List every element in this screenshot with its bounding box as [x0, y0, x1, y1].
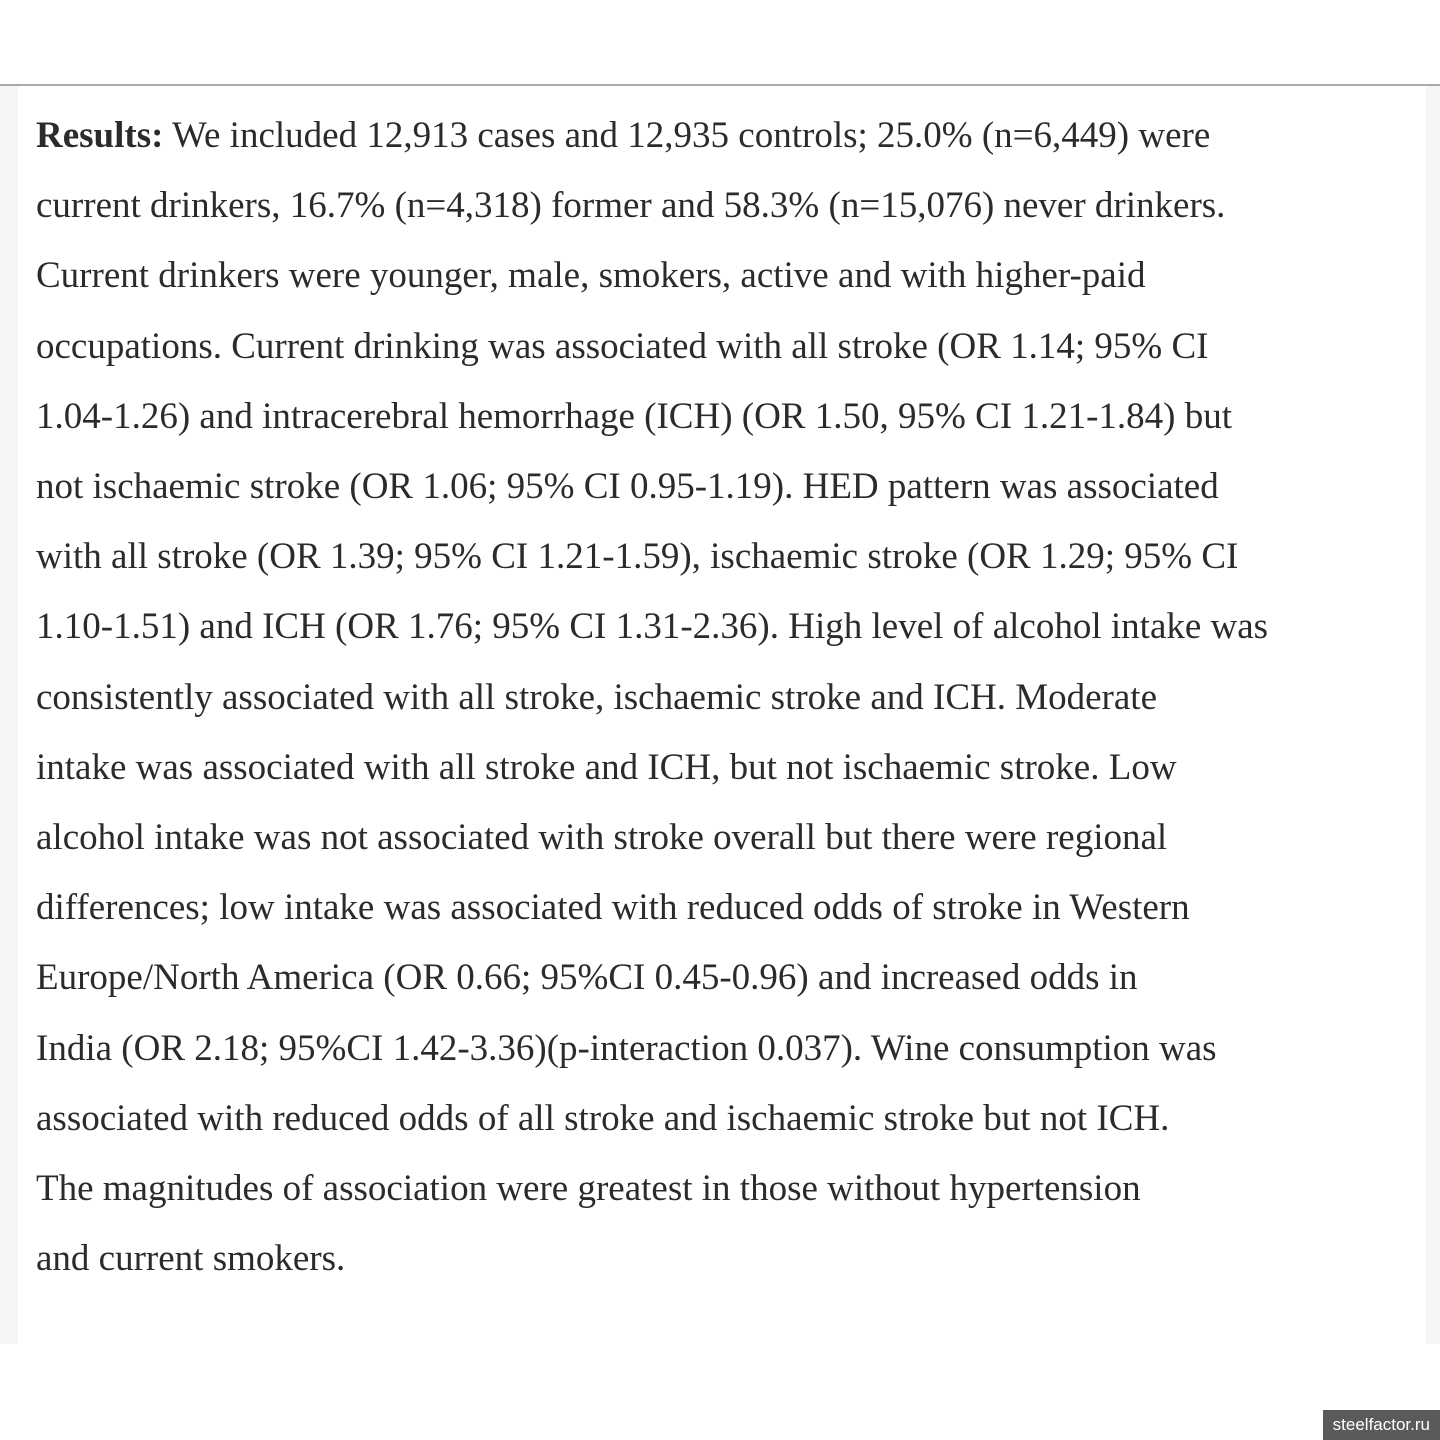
abstract-line-17: and current smokers. — [36, 1238, 346, 1280]
abstract-line-text: We included 12,913 cases and 12,935 controls; 25.0% (n=6,449) were — [163, 115, 1211, 156]
abstract-line-6: not ischaemic stroke (OR 1.06; 95% CI 0.95-1.19). HED pattern was associated — [36, 466, 1219, 508]
abstract-line-13: Europe/North America (OR 0.66; 95%CI 0.45-0.96) and increased odds in — [36, 957, 1138, 999]
abstract-line-7: with all stroke (OR 1.39; 95% CI 1.21-1.59), ischaemic stroke (OR 1.29; 95% CI — [36, 536, 1239, 578]
abstract-line-12: differences; low intake was associated with reduced odds of stroke in Western — [36, 887, 1190, 929]
abstract-line-1 — [36, 101, 1416, 171]
results-label: Results: — [36, 115, 164, 156]
abstract-line-2: current drinkers, 16.7% (n=4,318) former and 58.3% (n=15,076) never drinkers. — [36, 185, 1226, 227]
abstract-line-15: associated with reduced odds of all stroke and ischaemic stroke but not ICH. — [36, 1097, 1170, 1139]
abstract-line-3: Current drinkers were younger, male, smokers, active and with higher-paid — [36, 255, 1146, 297]
abstract-line-9: consistently associated with all stroke, ischaemic stroke and ICH. Moderate — [36, 676, 1158, 718]
watermark-badge: steelfactor.ru — [1323, 1410, 1440, 1440]
abstract-line-4: occupations. Current drinking was associated with all stroke (OR 1.14; 95% CI — [36, 325, 1209, 367]
abstract-line-16: The magnitudes of association were greatest in those without hypertension — [36, 1168, 1141, 1210]
abstract-line-14: India (OR 2.18; 95%CI 1.42-3.36)(p-interaction 0.037). Wine consumption was — [36, 1027, 1217, 1069]
abstract-line-8: 1.10-1.51) and ICH (OR 1.76; 95% CI 1.31-2.36). High level of alcohol intake was — [36, 606, 1269, 648]
abstract-line-5: 1.04-1.26) and intracerebral hemorrhage (ICH) (OR 1.50, 95% CI 1.21-1.84) but — [36, 395, 1232, 437]
results-paragraph — [36, 101, 1416, 1294]
abstract-line-11: alcohol intake was not associated with stroke overall but there were regional — [36, 817, 1168, 859]
abstract-line-10: intake was associated with all stroke and ICH, but not ischaemic stroke. Low — [36, 746, 1177, 788]
